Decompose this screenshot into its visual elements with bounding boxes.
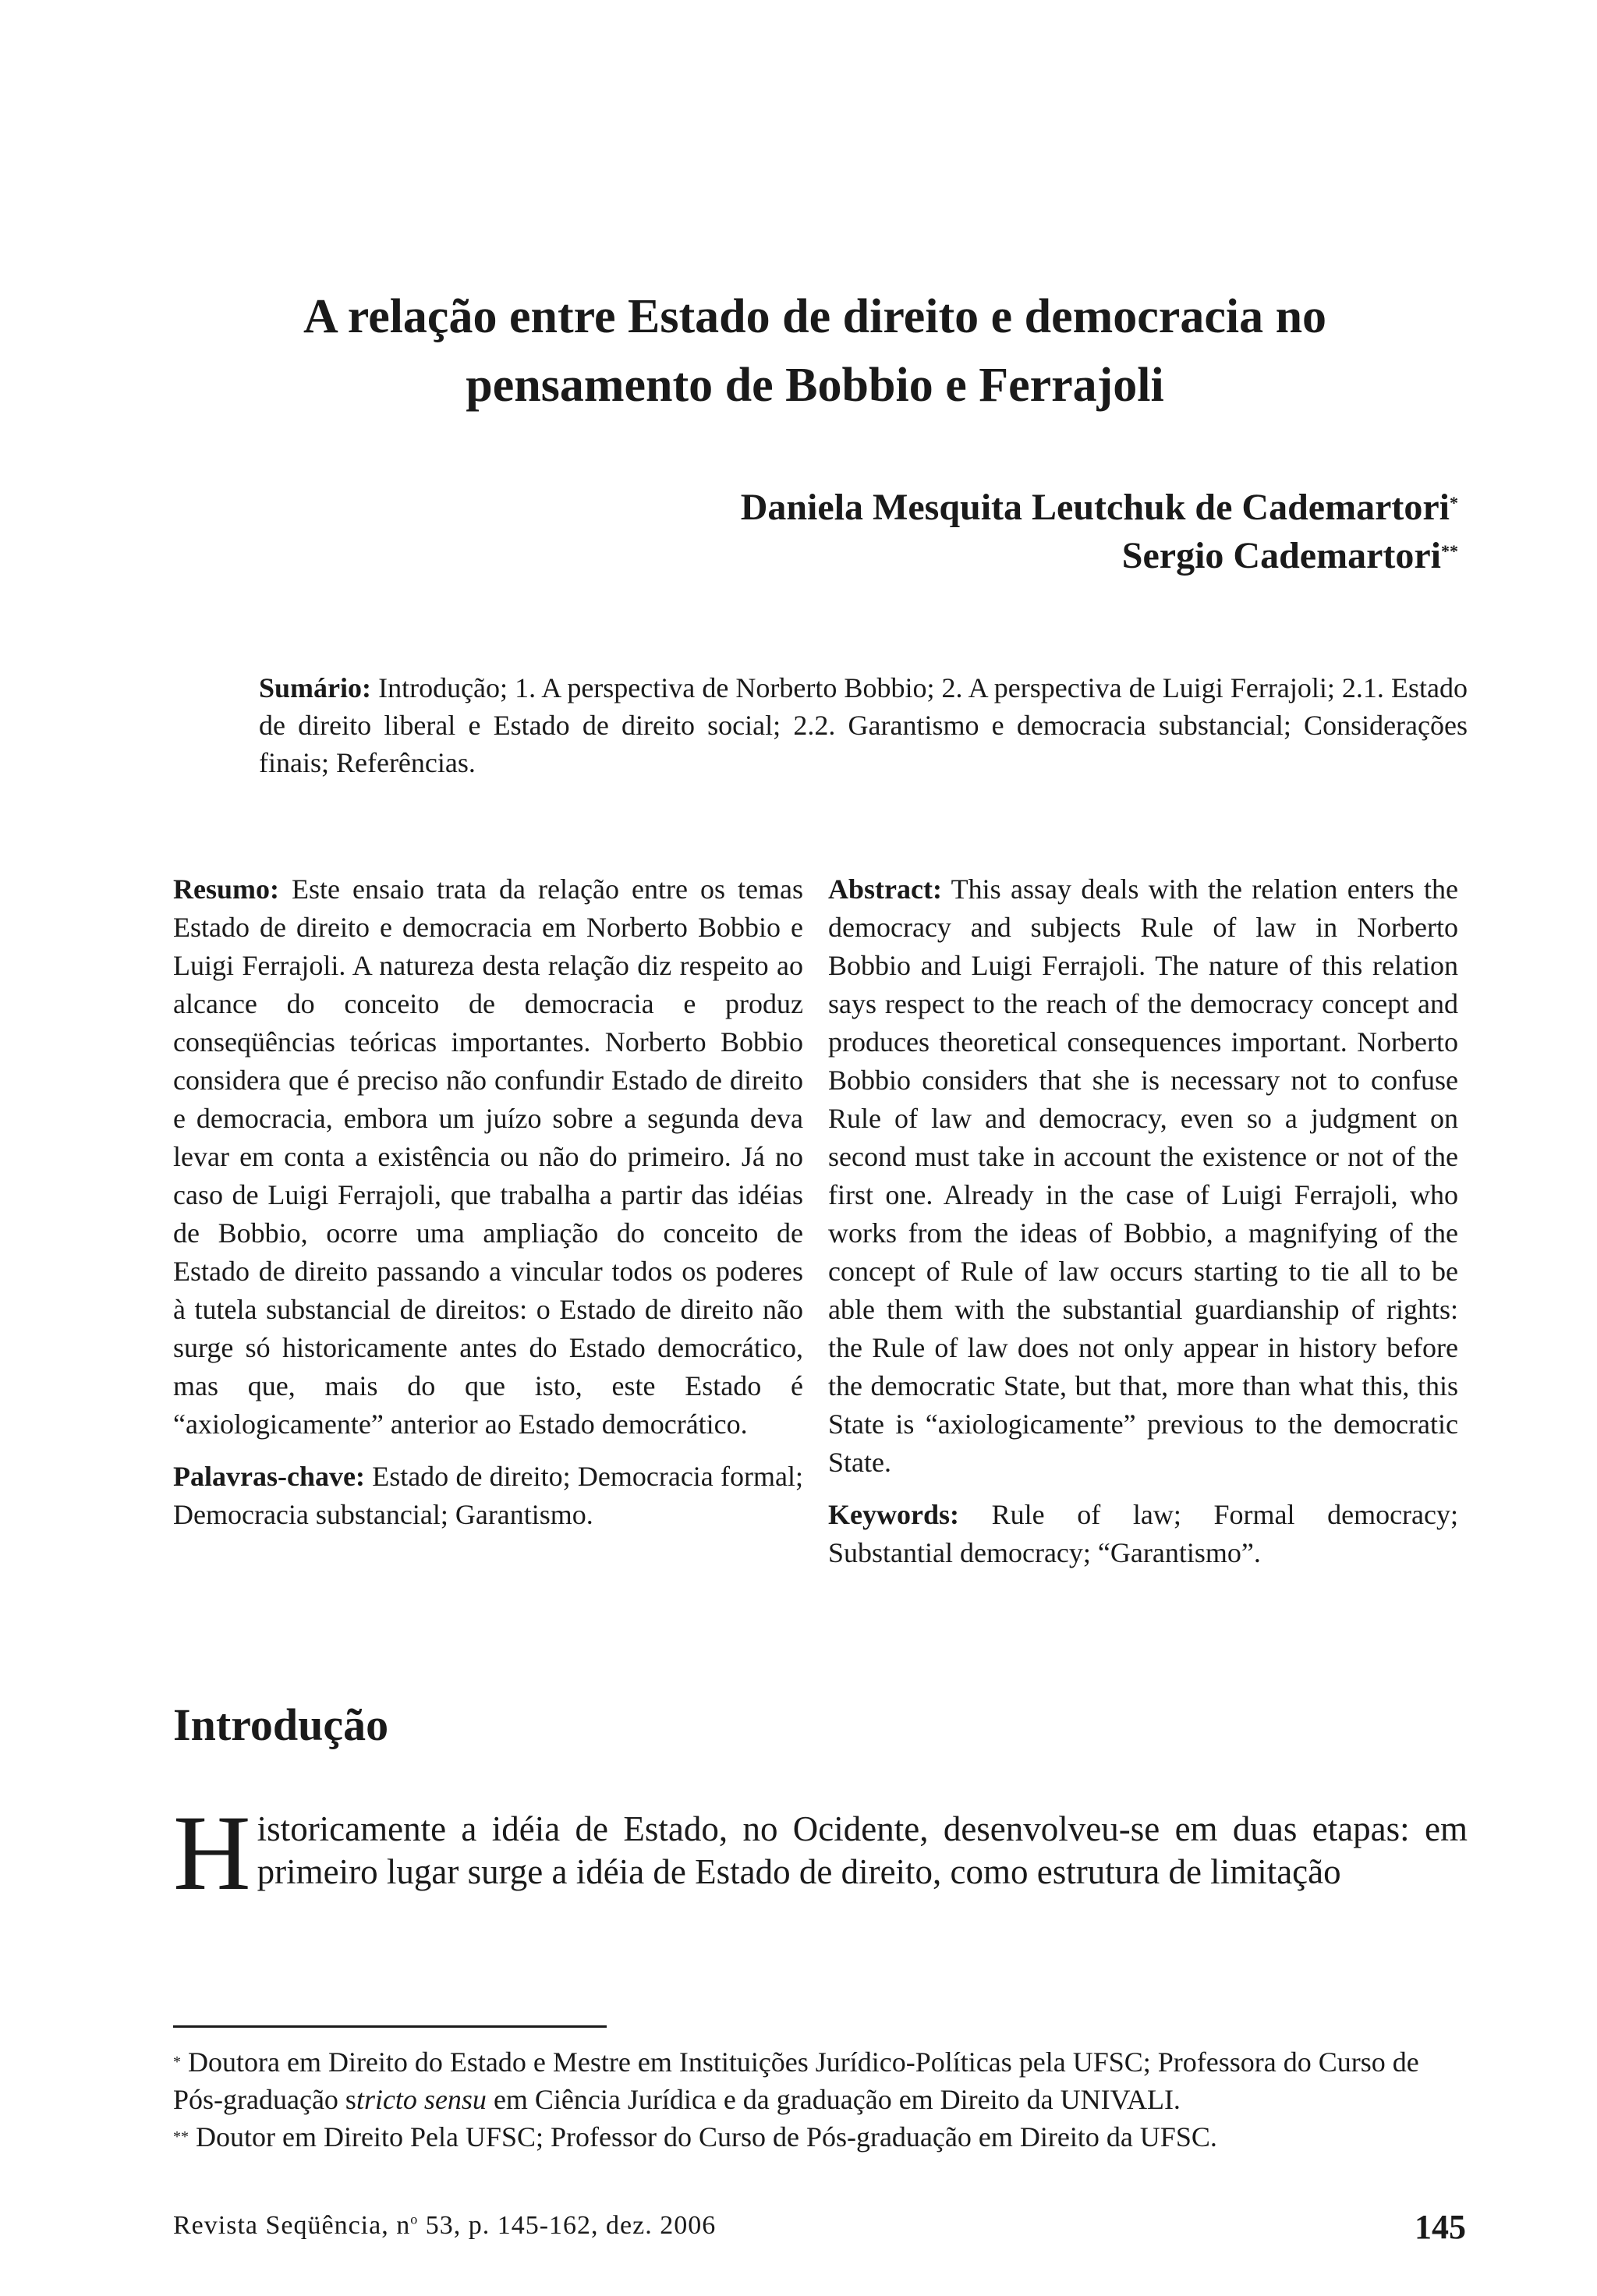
footnote-2 — [173, 2118, 1468, 2156]
resumo-text: Este ensaio trata da relação entre os temas Estado de direito e democracia em Norberto Bobbio e Luigi Ferrajoli. A natureza desta relação diz respeito ao alcance do conceito de democracia e produz conseqüências teóricas importantes. Norberto Bobbio considera que é preciso não confundir Estado de direito e democracia, embora um juízo sobre a segunda deva levar em conta a existência ou não do primeiro. Já no caso de Luigi Ferrajoli, que trabalha a partir das idéias de Bobbio, ocorre uma ampliação do conceito de Estado de direito passando a vincular todos os poderes à tutela substancial de direitos: o Estado de direito não surge só historicamente antes do Estado democrático, mas que, mais do que isto, este Estado é “axiologicamente” anterior ao Estado democrático. — [173, 873, 803, 1440]
footnote-1-text-before: Doutora em Direito do Estado e Mestre em Instituições Jurídico-Políticas pela UFSC; Professora do Curso de Pós-graduação s — [173, 2046, 1419, 2115]
summary-label: Sumário: — [259, 672, 371, 703]
abstract-english — [828, 870, 1458, 1572]
palavras-chave-text: Estado de direito; Democracia formal; Democracia substancial; Garantismo. — [173, 1461, 804, 1530]
palavras-chave-paragraph — [173, 1458, 803, 1534]
author-1 — [741, 484, 1458, 532]
abstract-text: This assay deals with the relation enters the democracy and subjects Rule of law in Norberto Bobbio and Luigi Ferrajoli. The nature of this relation says respect to the reach of the democracy concept and produces theoretical consequences important. Norberto Bobbio considers that she is necessary not to confuse Rule of law and democracy, even so a judgment on second must take in account the existence or not of the first one. Already in the case of Luigi Ferrajoli, who works from the ideas of Bobbio, a magnifying of the concept of Rule of law occurs starting to tie all to be able them with the substantial guardianship of rights: the Rule of law does not only appear in history before the democratic State, but that, more than what this, this State is “axiologicamente” previous to the democratic State. — [828, 873, 1458, 1478]
article-title-line-1: A relação entre Estado de direito e democracia no — [303, 289, 1327, 343]
author-list — [741, 484, 1458, 580]
summary — [259, 669, 1468, 781]
footnote-1-italic: tricto sensu — [356, 2084, 487, 2115]
footnote-1-mark: * — [173, 2053, 181, 2071]
introduction-text: istoricamente a idéia de Estado, no Ocidente, desenvolveu-se em duas etapas: em primeiro lugar surge a idéia de Estado de direito, como estrutura de limitação — [257, 1809, 1468, 1891]
article-title-line-2: pensamento de Bobbio e Ferrajoli — [466, 358, 1164, 412]
author-1-footnote-mark: * — [1450, 493, 1458, 512]
author-2 — [741, 532, 1458, 580]
journal-citation-sup: o — [410, 2211, 419, 2227]
resumo-label: Resumo: — [173, 873, 279, 905]
abstract-label: Abstract: — [828, 873, 942, 905]
author-2-footnote-mark: ** — [1441, 541, 1458, 561]
footnotes — [173, 2043, 1468, 2156]
footnote-1-text-after: em Ciência Jurídica e da graduação em Direito da UNIVALI. — [486, 2084, 1181, 2115]
drop-cap: H — [173, 1793, 251, 1912]
introduction-heading: Introdução — [173, 1699, 389, 1750]
keywords-text: Rule of law; Formal democracy; Substantial democracy; “Garantismo”. — [828, 1499, 1459, 1568]
footnote-2-mark: ** — [173, 2128, 189, 2145]
page-number: 145 — [1415, 2208, 1466, 2246]
abstract-portuguese — [173, 870, 803, 1534]
footnote-1 — [173, 2043, 1468, 2118]
summary-text: Introdução; 1. A perspectiva de Norberto Bobbio; 2. A perspectiva de Luigi Ferrajoli; 2.1. Estado de direito liberal e Estado de direito social; 2.2. Garantismo e democracia substancial; Considerações finais; Referências. — [259, 672, 1468, 778]
resumo-paragraph — [173, 870, 803, 1444]
footnote-2-text: Doutor em Direito Pela UFSC; Professor do Curso de Pós-graduação em Direito da UFSC. — [196, 2121, 1217, 2152]
keywords-label: Keywords: — [828, 1499, 959, 1530]
article-title — [156, 282, 1474, 420]
introduction-paragraph — [173, 1793, 1468, 1912]
journal-citation — [173, 2211, 716, 2241]
author-1-name: Daniela Mesquita Leutchuk de Cademartori — [740, 487, 1450, 528]
journal-citation-after: 53, p. 145-162, dez. 2006 — [418, 2211, 717, 2240]
keywords-paragraph — [828, 1496, 1458, 1572]
abstract-paragraph — [828, 870, 1458, 1482]
palavras-chave-label: Palavras-chave: — [173, 1461, 365, 1492]
author-2-name: Sergio Cademartori — [1121, 535, 1441, 576]
footnote-divider — [173, 2025, 607, 2028]
journal-citation-before: Revista Seqüência, n — [173, 2211, 411, 2240]
